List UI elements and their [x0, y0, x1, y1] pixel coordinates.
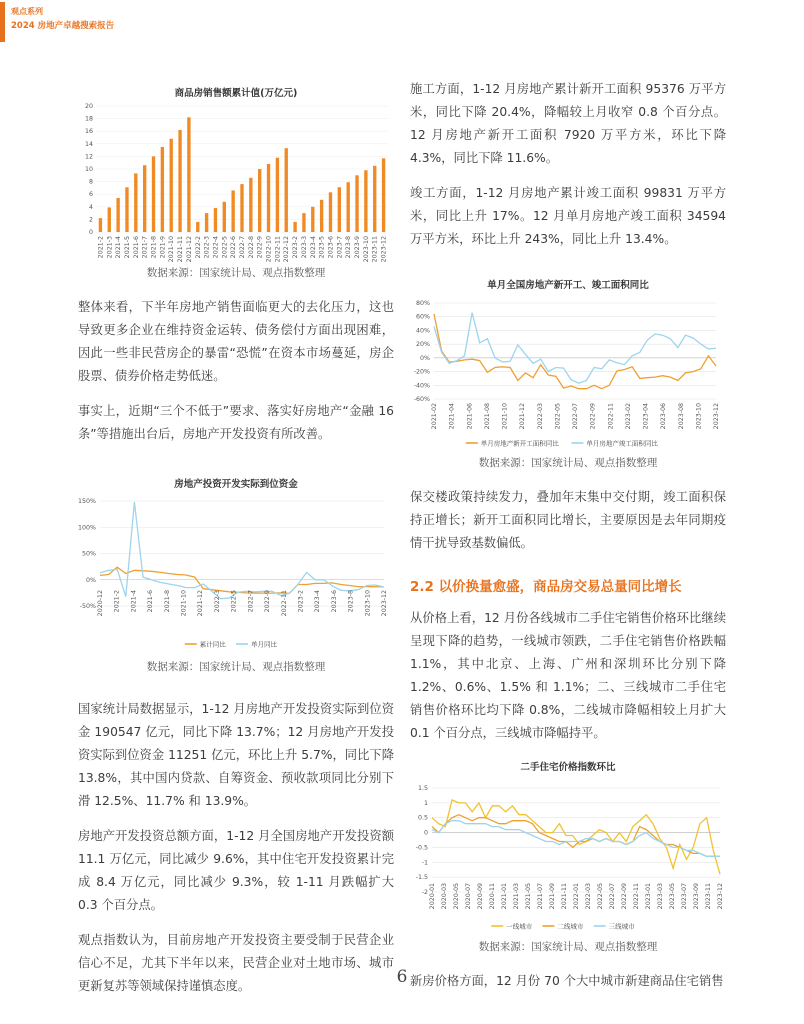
x-tick-label: 2021-11: [177, 236, 185, 263]
bar: [223, 202, 226, 232]
series-line-2: [432, 821, 720, 857]
bar: [347, 182, 350, 232]
x-tick-label: 2021-2: [97, 236, 105, 259]
x-tick-label: 2023-12: [717, 883, 724, 910]
bar: [293, 222, 296, 232]
x-tick-label: 2023-11: [371, 236, 379, 263]
bar: [364, 170, 367, 232]
x-tick-label: 2021-03: [513, 883, 520, 910]
series-line-0: [434, 314, 716, 389]
x-tick-label: 2021-04: [448, 403, 456, 430]
x-tick-label: 2022-5: [230, 590, 238, 613]
paragraph: 国家统计局数据显示，1-12 月房地产开发投资实际到位资金 190547 亿元，同比下降 13.7%；12 月房地产开发投资实际到位资金 11251 亿元，环比上升 5.7%，同比下降 13.8%，其中国内贷款、自筹资金、预收款项同比分别下滑 12.5%、11.7% 和 13.9%。: [78, 702, 394, 808]
x-tick-label: 2022-5: [221, 236, 229, 259]
x-tick-label: 2022-11: [607, 403, 615, 430]
bar: [161, 147, 164, 232]
x-tick-label: 2022-05: [597, 883, 604, 910]
x-tick-label: 2023-02: [624, 403, 632, 430]
x-tick-label: 2020-09: [477, 883, 484, 910]
y-tick-label: 16: [84, 128, 93, 136]
x-tick-label: 2023-10: [695, 403, 703, 430]
y-tick-label: 80%: [416, 300, 430, 307]
series-line-1: [434, 313, 716, 384]
x-tick-label: 2022-7: [239, 236, 246, 259]
y-tick-label: 60%: [416, 313, 430, 321]
sales-bar-chart: [78, 78, 394, 263]
y-tick-label: 0: [423, 829, 428, 837]
y-tick-label: 8: [88, 178, 93, 186]
x-tick-label: 2020-07: [465, 883, 472, 910]
bar: [338, 187, 341, 232]
y-tick-label: 2: [88, 216, 93, 224]
x-tick-label: 2023-2: [292, 236, 300, 259]
section-title: 2.2 以价换量愈盛，商品房交易总量同比增长: [410, 579, 682, 595]
x-tick-label: 2021-09: [549, 883, 556, 910]
bar: [240, 184, 243, 232]
bar: [125, 187, 128, 232]
y-tick-label: 0%: [420, 354, 430, 362]
x-tick-label: 2023-03: [657, 883, 664, 910]
x-tick-label: 2023-05: [669, 883, 676, 910]
legend-label: 单月房地产新开工面积同比: [480, 439, 559, 448]
y-tick-label: 1: [423, 799, 428, 807]
bar: [134, 173, 137, 232]
resale-price-line-chart: [410, 755, 726, 937]
x-tick-label: 2021-5: [123, 236, 131, 259]
x-tick-label: 2021-07: [537, 883, 544, 910]
y-tick-label: -1: [421, 859, 428, 867]
bar: [178, 130, 181, 232]
x-tick-label: 2020-05: [453, 883, 460, 910]
x-tick-label: 2023-7: [336, 236, 344, 259]
x-tick-label: 2023-8: [347, 590, 355, 613]
y-tick-label: 12: [84, 153, 93, 161]
bar: [320, 200, 323, 232]
x-tick-label: 2023-9: [354, 236, 362, 259]
x-tick-label: 2022-03: [585, 883, 592, 910]
x-tick-label: 2021-05: [525, 883, 532, 910]
bar: [170, 139, 173, 232]
series-line-1: [432, 815, 720, 857]
x-tick-label: 2020-11: [489, 883, 496, 910]
x-tick-label: 2021-06: [466, 403, 474, 430]
bar: [187, 117, 190, 232]
page-header: [0, 0, 804, 50]
funds-line-chart: [78, 472, 394, 657]
source-note: 数据来源：国家统计局、观点指数整理: [478, 457, 658, 469]
paragraph: 事实上，近期“三个不低于”要求、落实好房地产“金融 16 条”等措施出台后，房地产开发投资有所改善。: [78, 404, 394, 441]
x-tick-label: 2021-4: [130, 590, 138, 613]
y-tick-label: -0.5: [415, 844, 428, 852]
bar: [231, 190, 234, 232]
y-tick-label: 14: [84, 140, 93, 148]
x-tick-label: 2021-8: [150, 236, 158, 259]
x-tick-label: 2021-10: [168, 236, 176, 263]
bar: [329, 192, 332, 232]
x-tick-label: 2021-6: [132, 236, 140, 259]
x-tick-label: 2023-8: [345, 236, 353, 259]
x-tick-label: 2021-7: [141, 236, 149, 259]
x-tick-label: 2022-05: [554, 403, 562, 430]
legend-label: 三线城市: [608, 922, 635, 931]
bar: [311, 207, 314, 232]
page-number: 6: [396, 967, 408, 987]
y-tick-label: 20%: [416, 341, 430, 349]
x-tick-label: 2021-3: [106, 236, 114, 259]
x-tick-label: 2022-3: [213, 590, 221, 613]
x-tick-label: 2021-10: [501, 403, 509, 430]
bar: [205, 213, 208, 232]
y-tick-label: 1.5: [417, 785, 428, 792]
paragraph: 保交楼政策持续发力，叠加年末集中交付期，竣工面积保持正增长；新开工面积同比增长，主要原因是去年同期疫情干扰导致基数偏低。: [410, 490, 726, 550]
x-tick-label: 2022-10: [265, 236, 273, 263]
x-tick-label: 2021-8: [163, 590, 171, 613]
series-line-0: [432, 800, 720, 874]
x-tick-label: 2020-01: [429, 883, 436, 910]
source-note: 数据来源：国家统计局、观点指数整理: [478, 941, 658, 953]
y-tick-label: 40%: [416, 327, 430, 335]
y-tick-label: 10: [84, 166, 93, 173]
x-tick-label: 2021-6: [147, 590, 155, 613]
bar: [302, 213, 305, 232]
x-tick-label: 2022-11: [274, 236, 282, 263]
bar: [258, 169, 261, 232]
bar: [116, 198, 119, 232]
y-tick-label: 0.5: [417, 814, 428, 822]
paragraph: 房地产开发投资总额方面，1-12 月全国房地产开发投资额 11.1 万亿元，同比减少 9.6%，其中住宅开发投资累计完成 8.4 万亿元，同比减少 9.3%，较 1-11 月跌幅扩大 0.3 个百分点。: [78, 829, 394, 912]
paragraph: 竣工方面，1-12 月房地产累计竣工面积 99831 万平方米，同比上升 17%。12 月单月房地产竣工面积 34594 万平方米，环比上升 243%，同比上升 13.4%。: [410, 186, 726, 246]
paragraph: 整体来看，下半年房地产销售面临更大的去化压力，这也导致更多企业在维持资金运转、债务偿付方面出现困难，因此一些非民营房企的暴雷“恐慌”在资本市场蔓延，房企股票、债券价格走势低迷。: [78, 300, 394, 383]
bar: [99, 218, 102, 232]
y-tick-label: -1.5: [415, 874, 428, 882]
x-tick-label: 2023-6: [330, 590, 338, 613]
x-tick-label: 2023-10: [364, 590, 372, 617]
legend-label: 一线城市: [506, 922, 533, 931]
report-title: 2024 房地产卓越搜索报告: [11, 21, 115, 31]
y-tick-label: 4: [88, 203, 93, 211]
x-tick-label: 2023-3: [300, 236, 308, 259]
x-tick-label: 2023-07: [681, 883, 688, 910]
bar: [214, 208, 217, 232]
x-tick-label: 2022-11: [633, 883, 640, 910]
legend-label: 单月房地产竣工面积同比: [586, 439, 658, 448]
bar: [108, 207, 111, 232]
y-tick-label: 18: [84, 115, 93, 123]
x-tick-label: 2023-11: [705, 883, 712, 910]
y-tick-label: 20: [84, 103, 93, 110]
bar: [382, 158, 385, 232]
x-tick-label: 2022-01: [573, 883, 580, 910]
x-tick-label: 2023-4: [314, 590, 322, 613]
y-tick-label: 6: [88, 191, 93, 199]
left-column: [78, 78, 394, 998]
y-tick-label: 50%: [82, 550, 96, 558]
x-tick-label: 2022-09: [621, 883, 628, 910]
x-tick-label: 2022-9: [264, 590, 272, 613]
x-tick-label: 2021-12: [185, 236, 193, 263]
y-tick-label: 0: [88, 229, 93, 236]
x-tick-label: 2023-09: [693, 883, 700, 910]
x-tick-label: 2021-4: [115, 236, 123, 259]
x-tick-label: 2021-12: [519, 403, 527, 430]
x-tick-label: 2023-12: [713, 403, 720, 430]
x-tick-label: 2021-08: [483, 403, 491, 430]
x-tick-label: 2022-07: [572, 403, 579, 430]
bar: [276, 158, 279, 232]
y-tick-label: 100%: [78, 524, 96, 532]
right-column: [410, 78, 726, 993]
bar: [143, 165, 146, 232]
x-tick-label: 2022-03: [536, 403, 544, 430]
source-note: 数据来源：国家统计局、观点指数整理: [146, 267, 326, 279]
y-tick-label: -60%: [413, 396, 430, 403]
x-tick-label: 2023-4: [309, 236, 317, 259]
bar: [152, 156, 155, 232]
x-tick-label: 2022-12: [283, 236, 291, 263]
x-tick-label: 2023-01: [645, 883, 652, 910]
y-tick-label: -40%: [413, 382, 430, 390]
paragraph: 施工方面，1-12 月房地产累计新开工面积 95376 万平方米，同比下降 20.4%，降幅较上月收窄 0.8 个百分点。12 月房地产新开工面积 7920 万平方米，环比下降 4.3%，同比下降 11.6%。: [410, 82, 726, 165]
x-tick-label: 2021-9: [159, 236, 167, 259]
y-tick-label: -2: [421, 889, 428, 896]
x-tick-label: 2022-7: [247, 590, 255, 613]
chart-title: 二手住宅价格指数环比: [520, 762, 616, 773]
bar: [355, 175, 358, 232]
chart-title: 房地产投资开发实际到位资金: [174, 479, 298, 490]
x-tick-label: 2023-2: [297, 590, 305, 613]
x-tick-label: 2022-3: [203, 236, 211, 259]
x-tick-label: 2021-10: [180, 590, 188, 617]
x-tick-label: 2022-11: [280, 590, 288, 617]
chart-title: 单月全国房地产新开工、竣工面积同比: [487, 280, 649, 291]
paragraph: 从价格上看，12 月份各线城市二手住宅销售价格环比继续呈现下降的趋势，一线城市领跌，二手住宅销售价格跌幅 1.1%，其中北京、上海、广州和深圳环比分别下降 1.2%、0.6%、1.5% 和 1.1%；二、三线城市二手住宅销售价格环比均下降 0.8%，二线城市降幅相较上月扩大 0.1 个百分点，三线城市降幅持平。: [410, 611, 726, 740]
y-tick-label: -20%: [413, 368, 430, 376]
bar: [373, 166, 376, 232]
x-tick-label: 2020-03: [441, 883, 448, 910]
x-tick-label: 2022-07: [609, 883, 616, 910]
x-tick-label: 2023-12: [381, 590, 388, 617]
y-tick-label: 0%: [86, 576, 96, 584]
x-tick-label: 2021-02: [431, 403, 438, 430]
source-note: 数据来源：国家统计局、观点指数整理: [146, 661, 326, 673]
x-tick-label: 2021-12: [197, 590, 205, 617]
x-tick-label: 2021-01: [501, 883, 508, 910]
x-tick-label: 2023-04: [642, 403, 650, 430]
x-tick-label: 2023-6: [327, 236, 335, 259]
chart-title: 商品房销售额累计值(万亿元): [174, 88, 298, 99]
x-tick-label: 2022-4: [212, 236, 220, 259]
x-tick-label: 2021-11: [561, 883, 568, 910]
legend-label: 累计同比: [199, 640, 226, 649]
bar: [249, 178, 252, 232]
bar: [285, 148, 288, 232]
y-tick-label: -50%: [79, 603, 96, 610]
x-tick-label: 2022-8: [247, 236, 255, 259]
x-tick-label: 2023-10: [362, 236, 370, 263]
x-tick-label: 2023-06: [660, 403, 668, 430]
legend-label: 单月同比: [251, 640, 277, 649]
header-accent-bar: [0, 2, 5, 42]
x-tick-label: 2023-12: [380, 236, 388, 263]
paragraph: 观点指数认为，目前房地产开发投资主要受制于民营企业信心不足，尤其下半年以来，民营企业对土地市场、城市更新复苏等领域保持谨慎态度。: [78, 933, 394, 993]
legend-label: 二线城市: [557, 922, 584, 931]
bar: [196, 222, 199, 232]
x-tick-label: 2022-2: [194, 236, 202, 259]
x-tick-label: 2022-6: [230, 236, 238, 259]
x-tick-label: 2023-08: [677, 403, 685, 430]
x-tick-label: 2023-5: [318, 235, 326, 259]
x-tick-label: 2021-2: [113, 590, 121, 613]
x-tick-label: 2022-09: [589, 403, 597, 430]
x-tick-label: 2022-9: [256, 236, 264, 259]
x-tick-label: 2020-12: [97, 590, 104, 617]
construction-line-chart: [410, 273, 726, 453]
y-tick-label: 150%: [78, 498, 96, 505]
bar: [267, 164, 270, 232]
series-name: 观点系列: [11, 7, 43, 16]
paragraph: 新房价格方面，12 月份 70 个大中城市新建商品住宅销售: [410, 974, 724, 988]
